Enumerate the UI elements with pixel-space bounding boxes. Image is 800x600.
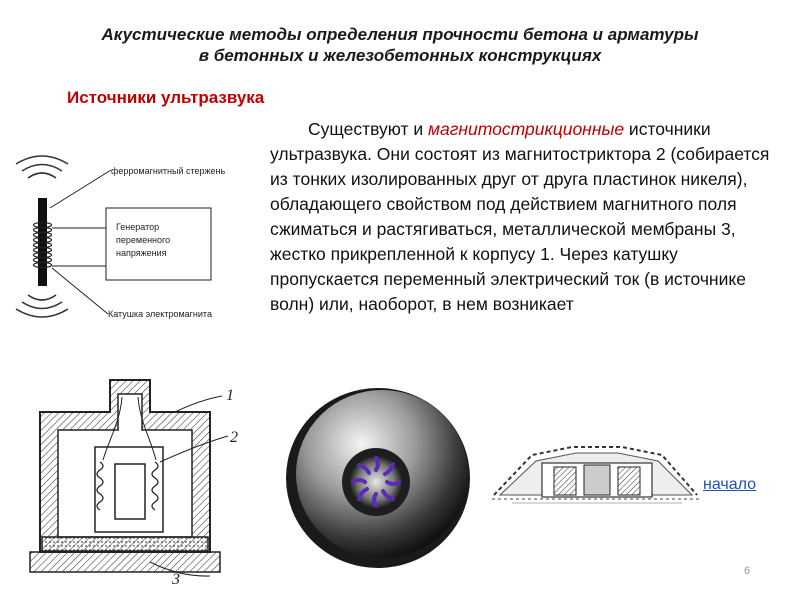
part-label-3: 3 <box>172 571 180 588</box>
transducer-cross-section <box>0 372 272 600</box>
rod-label: ферромагнитный стержень <box>111 166 226 176</box>
title-line-1: Акустические методы определения прочности бетона и арматуры <box>101 25 699 44</box>
part-label-2: 2 <box>230 429 238 446</box>
disc-transducer-render <box>278 378 478 578</box>
section-heading: Источники ультразвука <box>67 88 265 107</box>
body-rest: источники ультразвука. Они состоят из магнитостриктора 2 (собирается из тонких изолированных друг от друга пластинок никеля), обладающего свойством под действием магнитного поля сжиматься и растягиваться, металлической мембраны 3, жестко прикрепленной к корпусу 1. Через катушку пропускается переменный электрический ток (в источнике волн) или, наоборот, в нем возникает <box>270 119 770 314</box>
body-intro: Существуют и <box>308 119 429 139</box>
start-link[interactable]: начало <box>703 476 757 493</box>
conical-transducer-section <box>492 425 702 525</box>
generator-label-3: напряжения <box>116 248 167 258</box>
body-paragraph <box>270 117 780 317</box>
generator-label-1: Генератор <box>116 222 160 232</box>
body-highlight: магнитострикционные <box>428 119 625 139</box>
coil-label: Катушка электромагнита <box>108 309 212 319</box>
page-number: 6 <box>744 565 751 577</box>
part-label-1: 1 <box>226 387 234 404</box>
title-line-2: в бетонных и железобетонных конструкциях <box>198 46 602 65</box>
magnetostrictor-schematic <box>8 150 270 335</box>
generator-label-2: переменного <box>116 235 171 245</box>
slide-title <box>20 24 780 66</box>
